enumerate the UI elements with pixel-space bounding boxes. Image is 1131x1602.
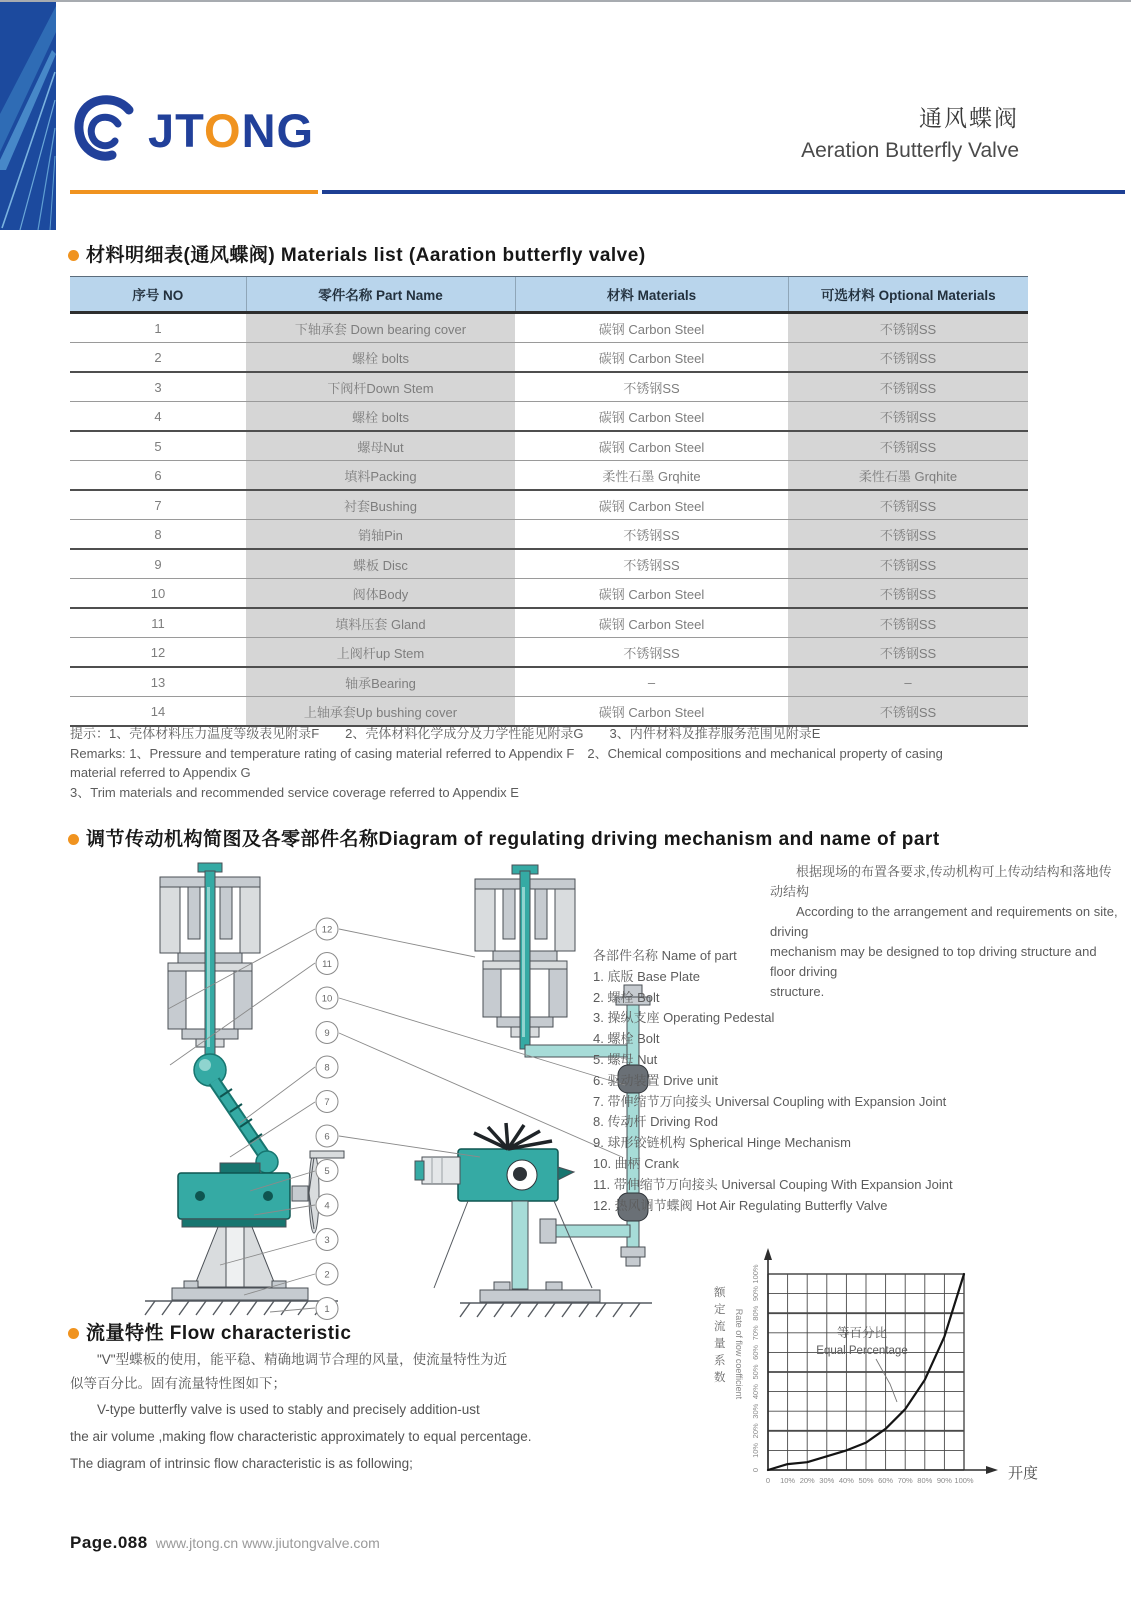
callout-balloons	[316, 918, 338, 1320]
materials-section-title: 材料明细表(通风蝶阀) Materials list (Aaration butterfly valve)	[68, 240, 646, 267]
svg-text:20%: 20%	[751, 1423, 760, 1439]
chart-annotation-en: Equal Percentage	[816, 1345, 908, 1357]
materials-table-body	[70, 313, 1028, 727]
diagram-section-title: 调节传动机构简图及各零部件名称Diagram of regulating driving mechanism and name of part	[68, 824, 940, 851]
chart-xlabel: 开度	[1008, 1465, 1039, 1482]
svg-text:30%: 30%	[751, 1403, 760, 1419]
svg-text:10: 10	[321, 993, 333, 1005]
flow-paragraph: "V"型蝶板的使用，能平稳、精确地调节合理的风量，使流量特性为近 似等百分比。固有流量特性图如下； V-type butterfly valve is used to stably and precisely addition-ust the air volume ,making flow characteristic approximately to equal percentage. The diagram of intrinsic flow characteristic is as following;	[70, 1352, 532, 1471]
svg-text:50%: 50%	[858, 1476, 874, 1485]
page-title-zh: 通风蝶阀	[919, 105, 1019, 131]
column-header: 序号 NO	[70, 277, 246, 313]
svg-text:6: 6	[324, 1131, 330, 1143]
svg-text:4: 4	[324, 1200, 330, 1212]
svg-text:12: 12	[321, 924, 333, 936]
part-list-item: 10. 曲柄 Crank	[593, 1155, 679, 1171]
footer-urls: www.jtong.cn www.jiutongvalve.com	[155, 1535, 380, 1551]
svg-text:量: 量	[714, 1338, 726, 1350]
part-list-item: 9. 球形铰链机构 Spherical Hinge Mechanism	[593, 1135, 851, 1151]
svg-text:11: 11	[322, 959, 332, 970]
page-title-en: Aeration Butterfly Valve	[801, 139, 1019, 162]
part-list-item: 2. 螺栓 Bolt	[593, 989, 660, 1005]
table-row: 2 螺栓 bolts 碳钢 Carbon Steel 不锈钢SS	[70, 343, 1028, 373]
svg-text:20%: 20%	[799, 1476, 815, 1485]
svg-text:70%: 70%	[751, 1325, 760, 1341]
table-row: 8 销轴Pin 不锈钢SS 不锈钢SS	[70, 520, 1028, 550]
flow-chart	[690, 1224, 1130, 1509]
svg-text:7: 7	[324, 1097, 330, 1108]
logo-swirl-icon	[74, 94, 138, 166]
chart-annotation-zh: 等百分比	[836, 1326, 888, 1340]
orange-bullet-icon	[68, 250, 79, 261]
chart-grid	[768, 1274, 964, 1470]
svg-text:定: 定	[714, 1304, 726, 1316]
page-number: Page.088	[70, 1533, 148, 1552]
table-row: 7 衬套Bushing 碳钢 Carbon Steel 不锈钢SS	[70, 490, 1028, 520]
svg-text:10%: 10%	[780, 1476, 796, 1485]
table-row: 6 填料Packing 柔性石墨 Grqhite 柔性石墨 Grqhite	[70, 461, 1028, 491]
brand-name: JTONG	[148, 103, 315, 157]
part-list-item: 5. 螺母 Nut	[593, 1051, 658, 1067]
table-row: 11 填料压套 Gland 碳钢 Carbon Steel 不锈钢SS	[70, 608, 1028, 638]
svg-text:数: 数	[714, 1372, 726, 1384]
part-list-item: 1. 底版 Base Plate	[593, 968, 700, 984]
orange-bullet-icon	[68, 834, 79, 845]
svg-text:60%: 60%	[751, 1344, 760, 1360]
part-list-item: 11. 带伸缩节万向接头 Universal Couping With Expansion Joint	[593, 1176, 953, 1192]
part-list-item: 8. 传动杆 Driving Rod	[593, 1114, 718, 1130]
svg-text:90%: 90%	[936, 1476, 952, 1485]
remarks: 提示：1、壳体材料压力温度等级表见附录F 2、壳体材料化学成分及力学性能见附录G 3、内件材料及推荐服务范围见附录E Remarks: 1、Pressure and temperature rating of casing material referred to Appendix F 2、Chemical compositions and mechanical property of casing material referred to Appendix G 3、Trim materials and recommended service coverage referred to Appendix E	[70, 726, 943, 800]
svg-text:额: 额	[714, 1287, 726, 1299]
column-header: 材料 Materials	[515, 277, 788, 313]
svg-text:90%: 90%	[751, 1286, 760, 1302]
table-row: 10 阀体Body 碳钢 Carbon Steel 不锈钢SS	[70, 579, 1028, 609]
diagram-intro-zh: 根据现场的布置各要求,传动机构可上传动结构和落地传动结构	[770, 864, 1112, 899]
flow-section-title: 流量特性 Flow characteristic	[68, 1318, 351, 1345]
svg-text:30%: 30%	[819, 1476, 835, 1485]
svg-text:3: 3	[324, 1235, 330, 1246]
svg-text:系: 系	[714, 1355, 726, 1367]
column-header: 可选材料 Optional Materials	[788, 277, 1028, 313]
svg-text:9: 9	[324, 1028, 330, 1039]
table-row: 5 螺母Nut 碳钢 Carbon Steel 不锈钢SS	[70, 431, 1028, 461]
parts-list-title: 各部件名称 Name of part	[593, 948, 737, 963]
left-decoration-band	[0, 2, 56, 230]
table-row: 1 下轴承套 Down bearing cover 碳钢 Carbon Steel 不锈钢SS	[70, 313, 1028, 343]
chart-tick-labels	[751, 1264, 974, 1485]
svg-text:流: 流	[714, 1321, 726, 1333]
table-row: 4 螺栓 bolts 碳钢 Carbon Steel 不锈钢SS	[70, 402, 1028, 432]
orange-bullet-icon	[68, 1328, 79, 1339]
table-row: 13 轴承Bearing – –	[70, 667, 1028, 697]
company-logo	[74, 94, 314, 166]
table-row: 9 蝶板 Disc 不锈钢SS 不锈钢SS	[70, 549, 1028, 579]
column-header: 零件名称 Part Name	[246, 277, 515, 313]
header-divider-navy	[322, 190, 1125, 194]
page-footer	[70, 1533, 380, 1553]
part-list-item: 12. 热风调节蝶阀 Hot Air Regulating Butterfly Valve	[593, 1197, 888, 1213]
svg-text:0: 0	[751, 1467, 760, 1473]
parts-list	[593, 946, 1023, 1216]
materials-table-head-row	[70, 277, 1028, 313]
svg-text:1: 1	[324, 1304, 330, 1315]
svg-text:70%: 70%	[897, 1476, 913, 1485]
diagram-intro: 根据现场的布置各要求,传动机构可上传动结构和落地传动结构 According to the arrangement and requirements on site, driving mechanism may be designed to top driving structure and floor driving structure.	[770, 862, 1120, 1002]
header-divider-orange	[70, 190, 318, 194]
chart-ylabel-en: Rate of flow coefficient	[734, 1308, 744, 1400]
chart-ylabel-zh	[714, 1285, 726, 1384]
svg-text:10%: 10%	[751, 1442, 760, 1458]
svg-text:100%: 100%	[751, 1264, 760, 1284]
table-row: 3 下阀杆Down Stem 不锈钢SS 不锈钢SS	[70, 372, 1028, 402]
svg-text:2: 2	[324, 1269, 330, 1281]
part-list-item: 3. 操纵支座 Operating Pedestal	[593, 1010, 775, 1026]
part-list-item: 4. 螺栓 Bolt	[593, 1031, 660, 1047]
svg-text:80%: 80%	[751, 1305, 760, 1321]
svg-text:100%: 100%	[954, 1476, 974, 1485]
svg-text:40%: 40%	[838, 1476, 854, 1485]
part-list-item: 7. 带伸缩节万向接头 Universal Coupling with Expansion Joint	[593, 1093, 947, 1109]
svg-text:80%: 80%	[917, 1476, 933, 1485]
svg-text:60%: 60%	[878, 1476, 894, 1485]
svg-text:40%: 40%	[751, 1384, 760, 1400]
mechanism-diagram	[60, 857, 670, 1327]
svg-text:50%: 50%	[751, 1364, 760, 1380]
svg-text:5: 5	[324, 1166, 330, 1177]
table-row: 14 上轴承套Up bushing cover 碳钢 Carbon Steel 不锈钢SS	[70, 697, 1028, 727]
materials-table	[70, 276, 1028, 727]
table-row: 12 上阀杆up Stem 不锈钢SS 不锈钢SS	[70, 638, 1028, 668]
svg-text:0: 0	[765, 1476, 771, 1485]
part-list-item: 6. 驱动装置 Drive unit	[593, 1072, 718, 1088]
svg-text:8: 8	[324, 1062, 330, 1074]
